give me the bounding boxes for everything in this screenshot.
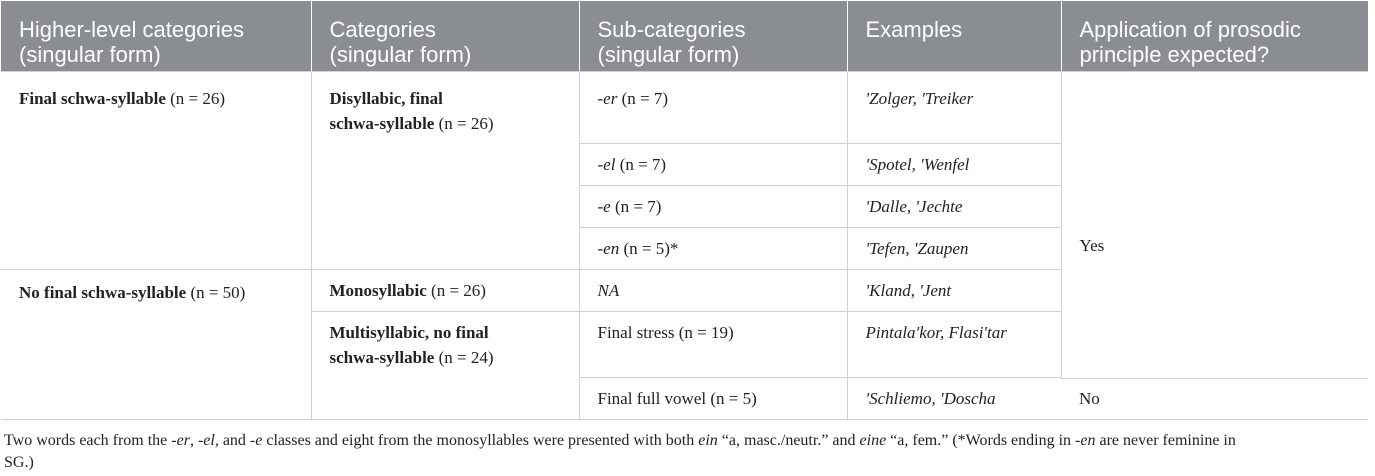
header-categories: Categories (singular form) xyxy=(311,1,579,72)
cell-sub-en: -en (n = 5)* xyxy=(579,228,847,270)
header-higher-level: Higher-level categories (singular form) xyxy=(1,1,311,72)
cell-yes: Yes xyxy=(1061,72,1368,420)
cell-no-final-schwa-syllable: No final schwa-syllable (n = 50) xyxy=(1,270,311,420)
cell-examples-na: 'Kland, 'Jent xyxy=(847,270,1061,312)
cell-no xyxy=(1061,378,1368,419)
cell-sub-e: -e (n = 7) xyxy=(579,186,847,228)
cell-disyllabic: Disyllabic, final schwa-syllable (n = 26) xyxy=(311,72,579,270)
cell-sub-final-stress: Final stress (n = 19) xyxy=(579,312,847,378)
cell-sub-er: -er (n = 7) xyxy=(579,72,847,144)
cell-monosyllabic: Monosyllabic (n = 26) xyxy=(311,270,579,312)
cell-multisyllabic: Multisyllabic, no final schwa-syllable (n = 24) xyxy=(311,312,579,420)
header-application: Application of prosodic principle expected? xyxy=(1061,1,1368,72)
cell-examples-el: 'Spotel, 'Wenfel xyxy=(847,144,1061,186)
cell-final-schwa-syllable: Final schwa-syllable (n = 26) xyxy=(1,72,311,270)
cell-examples-final-full-vowel: 'Schliemo, 'Doscha xyxy=(847,378,1061,420)
cell-examples-e: 'Dalle, 'Jechte xyxy=(847,186,1061,228)
cell-sub-na: NA xyxy=(579,270,847,312)
table-row xyxy=(1,72,1368,144)
header-examples: Examples xyxy=(847,1,1061,72)
header-row xyxy=(1,1,1368,72)
cell-examples-en: 'Tefen, 'Zaupen xyxy=(847,228,1061,270)
cell-sub-final-full-vowel: Final full vowel (n = 5) xyxy=(579,378,847,420)
cell-examples-final-stress: Pintala'kor, Flasi'tar xyxy=(847,312,1061,378)
table-footnote: Two words each from the -er, -el, and -e classes and eight from the monosyllables were presented with both ein “a, masc./neutr.” and eine “a, fem.” (*Words ending in -en are never feminine in SG.) xyxy=(4,432,1236,471)
header-sub-categories: Sub-categories (singular form) xyxy=(579,1,847,72)
no-label: No xyxy=(1079,389,1100,408)
cell-examples-er: 'Zolger, 'Treiker xyxy=(847,72,1061,144)
categories-table xyxy=(1,1,1368,420)
cell-sub-el: -el (n = 7) xyxy=(579,144,847,186)
